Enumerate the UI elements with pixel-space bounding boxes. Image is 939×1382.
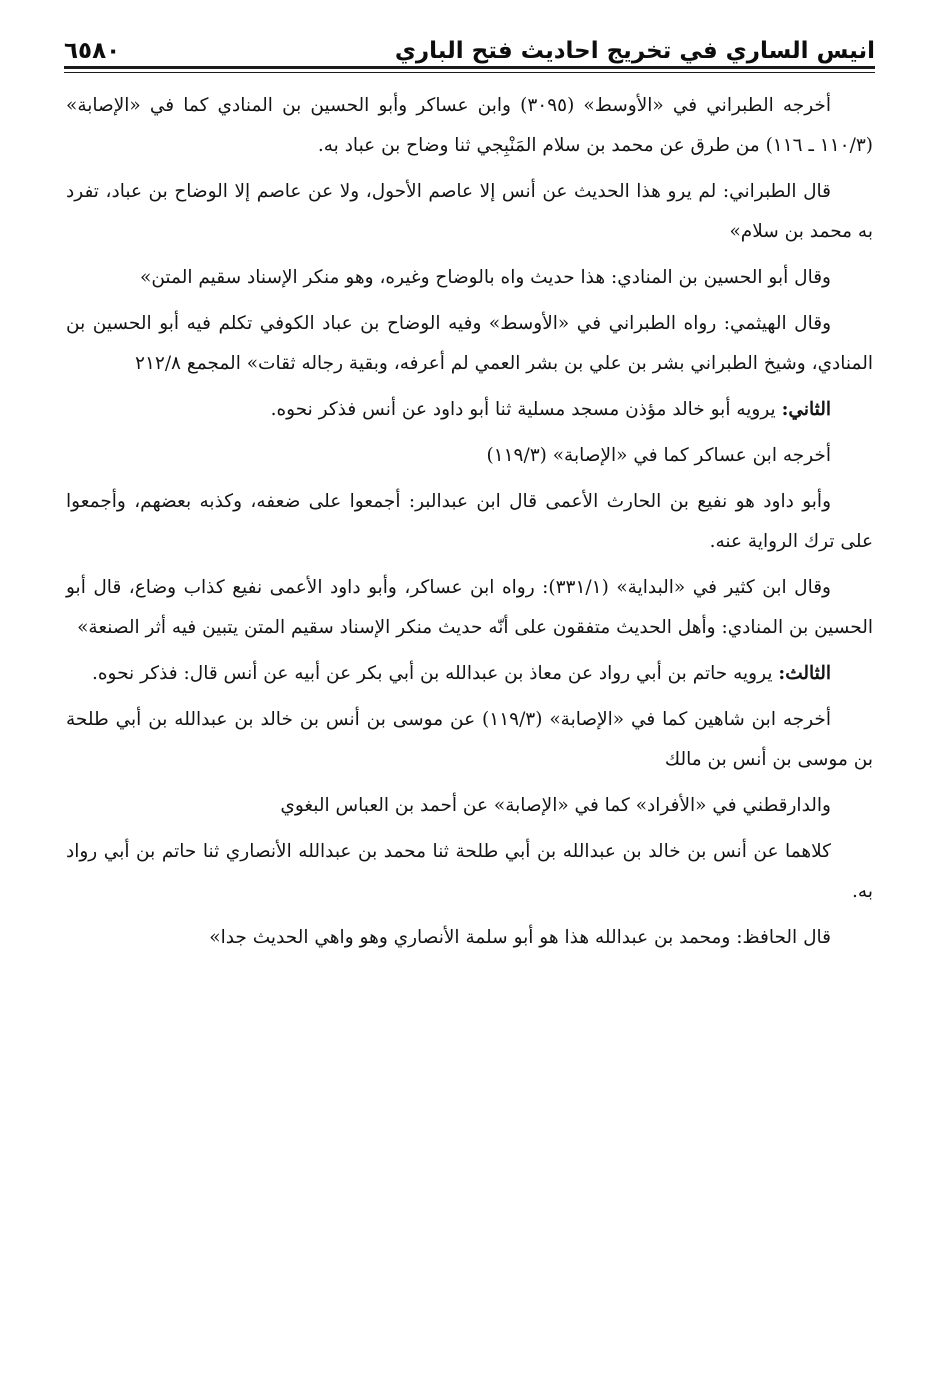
paragraph-1 [66, 86, 873, 166]
paragraph-text: وقال ابن كثير في «البداية» (٣٣١/١): رواه ابن عساكر، وأبو داود الأعمى نفيع كذاب وضاع، قال أبو الحسين بن المنادي: وأهل الحديث متفقون على أنّه حديث منكر الإسناد سقيم المتن يتبين فيه أثر الصنعة» [66, 577, 873, 638]
paragraph-9 [66, 654, 873, 694]
page-number: ٦٥٨٠ [64, 38, 121, 64]
paragraph-7 [66, 482, 873, 562]
paragraph-text: أخرجه ابن شاهين كما في «الإصابة» (١١٩/٣) عن موسى بن أنس بن خالد بن عبدالله بن أبي طلحة بن موسى بن أنس بن مالك [66, 709, 873, 770]
paragraph-5 [66, 390, 873, 430]
page-body [66, 86, 873, 964]
paragraph-text: قال الطبراني: لم يرو هذا الحديث عن أنس إلا عاصم الأحول، ولا عن عاصم إلا الوضاح بن عباد، تفرد به محمد بن سلام» [66, 181, 873, 242]
paragraph-lead: الثاني: [781, 399, 831, 420]
header-rule-thin [64, 72, 875, 73]
paragraph-13 [66, 918, 873, 958]
paragraph-12 [66, 832, 873, 912]
paragraph-11 [66, 786, 873, 826]
paragraph-text: أخرجه ابن عساكر كما في «الإصابة» (١١٩/٣) [486, 445, 831, 466]
paragraph-lead: الثالث: [778, 663, 831, 684]
paragraph-4 [66, 304, 873, 384]
book-title: انيس الساري في تخريج احاديث فتح الباري [394, 38, 875, 64]
paragraph-2 [66, 172, 873, 252]
header-rule [64, 66, 875, 69]
paragraph-text: يرويه أبو خالد مؤذن مسجد مسلية ثنا أبو داود عن أنس فذكر نحوه. [270, 399, 782, 420]
paragraph-8 [66, 568, 873, 648]
paragraph-text: وقال الهيثمي: رواه الطبراني في «الأوسط» وفيه الوضاح بن عباد الكوفي تكلم فيه أبو الحسين بن المنادي، وشيخ الطبراني بشر بن علي بن بشر العمي لم أعرفه، وبقية رجاله ثقات» المجمع ٢١٢/٨ [66, 313, 873, 374]
paragraph-text: قال الحافظ: ومحمد بن عبدالله هذا هو أبو سلمة الأنصاري وهو واهي الحديث جدا» [209, 927, 831, 948]
paragraph-text: كلاهما عن أنس بن خالد بن عبدالله بن أبي طلحة ثنا محمد بن عبدالله الأنصاري ثنا حاتم بن أبي رواد به. [66, 841, 873, 902]
paragraph-text: وأبو داود هو نفيع بن الحارث الأعمى قال ابن عبدالبر: أجمعوا على ضعفه، وكذبه بعضهم، وأجمعوا على ترك الرواية عنه. [66, 491, 873, 552]
paragraph-text: والدارقطني في «الأفراد» كما في «الإصابة» عن أحمد بن العباس البغوي [280, 795, 831, 816]
paragraph-text: يرويه حاتم بن أبي رواد عن معاذ بن عبدالله بن أبي بكر عن أبيه عن أنس قال: فذكر نحوه. [91, 663, 779, 684]
paragraph-6 [66, 436, 873, 476]
paragraph-text: أخرجه الطبراني في «الأوسط» (٣٠٩٥) وابن عساكر وأبو الحسين بن المنادي كما في «الإصابة» (١١٠/٣ ـ ١١٦) من طرق عن محمد بن سلام المَنْبِجي ثنا وضاح بن عباد به. [66, 95, 873, 156]
paragraph-10 [66, 700, 873, 780]
paragraph-3 [66, 258, 873, 298]
paragraph-text: وقال أبو الحسين بن المنادي: هذا حديث واه بالوضاح وغيره، وهو منكر الإسناد سقيم المتن» [140, 267, 831, 288]
running-header [64, 22, 875, 66]
